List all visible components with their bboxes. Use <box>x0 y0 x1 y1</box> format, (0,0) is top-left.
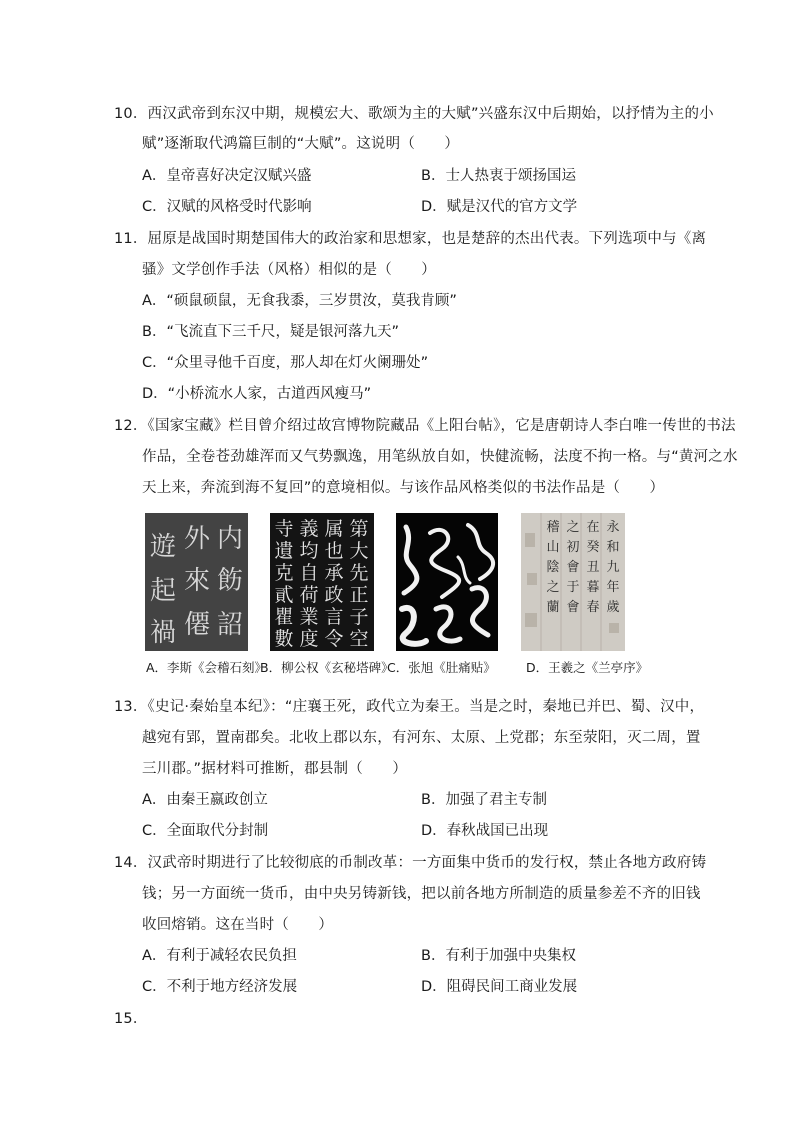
image-d-char: 會 <box>566 600 580 615</box>
q12-stem-line1: 12．《国家宝藏》栏目曾介绍过故宫博物院藏品《上阳台帖》，它是唐朝诗人李白唯一传世的书法 <box>114 418 736 434</box>
image-b-char: 瞿 <box>274 606 294 628</box>
image-b-char: 業 <box>299 606 319 628</box>
image-d-char: 之 <box>566 520 580 535</box>
q12-stem-line2: 作品，全卷苍劲雄浑而又气势飘逸，用笔纵放自如，快健流畅，法度不拘一格。与“黄河之水 <box>142 449 738 465</box>
image-b-char: 承 <box>324 562 344 584</box>
q13-stem-line1: 13．《史记·秦始皇本纪》：“庄襄王死，政代立为秦王。当是之时，秦地已并巴、蜀、汉中， <box>114 699 705 715</box>
calligraphy-image-c <box>396 513 498 651</box>
image-a-char: 詔 <box>216 610 244 640</box>
q13-stem-line3: 三川郡。”据材料可推断，郡县制（ ） <box>142 761 408 777</box>
q15-stem-line1: 15． <box>114 1011 148 1027</box>
q12-caption-d[interactable]: D．王羲之《兰亭序》 <box>526 660 649 675</box>
image-d-char: 蘭 <box>546 600 560 615</box>
q13-option-d[interactable]: D．春秋战国已出现 <box>421 823 549 839</box>
seal-script-rubbing <box>145 513 248 651</box>
image-c-char <box>441 623 452 636</box>
image-b-char: 言 <box>324 606 344 628</box>
image-d-char: 丑 <box>586 560 600 575</box>
image-b-char: 貳 <box>274 584 294 606</box>
q14-stem-line1: 14．汉武帝时期进行了比较彻底的币制改革：一方面集中货币的发行权，禁止各地方政府铸 <box>114 855 707 871</box>
calligraphy-image-a <box>145 513 248 651</box>
q14-option-d[interactable]: D．阻碍民间工商业发展 <box>421 979 578 995</box>
image-a-char: 外 <box>183 524 211 554</box>
image-c-char <box>411 622 423 636</box>
image-d-char: 永 <box>606 520 620 535</box>
q11-option-d[interactable]: D．“小桥流水人家，古道西风瘦马” <box>142 386 372 402</box>
image-a-char: 起 <box>149 576 177 606</box>
q13-stem-line2: 越宛有郢，置南郡矣。北收上郡以东，有河东、太原、上党郡；东至荥阳，灭二周，置 <box>142 730 701 746</box>
image-b-char: 寺 <box>274 518 294 540</box>
image-a-char: 僊 <box>183 610 211 640</box>
image-a-char: 遊 <box>149 532 177 562</box>
image-b-char: 大 <box>349 540 369 562</box>
image-b-char: 克 <box>274 562 294 584</box>
image-d-char: 初 <box>566 540 580 555</box>
image-d-char: 會 <box>566 560 580 575</box>
image-c-char <box>471 522 482 536</box>
image-c-char <box>441 523 452 536</box>
cursive-rubbing <box>396 513 498 651</box>
q14-option-a[interactable]: A．有利于减轻农民负担 <box>142 948 297 964</box>
image-b-char: 數 <box>274 628 294 650</box>
q13-option-a[interactable]: A．由秦王嬴政创立 <box>142 792 268 808</box>
q10-option-c[interactable]: C．汉赋的风格受时代影响 <box>142 199 312 215</box>
q12-caption-b[interactable]: B．柳公权《玄秘塔碑》 <box>260 660 394 675</box>
image-b-char: 義 <box>299 518 319 540</box>
q10-stem-line2: 赋”逐渐取代鸿篇巨制的“大赋”。这说明（ ） <box>142 136 460 152</box>
q10-option-b[interactable]: B．士人热衷于颂扬国运 <box>421 168 576 184</box>
image-b-char: 先 <box>349 562 369 584</box>
q11-option-a[interactable]: A．“硕鼠硕鼠，无食我黍，三岁贯汝，莫我肯顾” <box>142 293 457 309</box>
image-a-char: 禍 <box>149 618 177 648</box>
running-script-scroll <box>521 513 625 651</box>
image-b-char: 子 <box>349 606 369 628</box>
q10-option-a[interactable]: A．皇帝喜好决定汉赋兴盛 <box>142 168 312 184</box>
image-d-char: 山 <box>546 540 560 555</box>
image-b-char: 自 <box>299 562 319 584</box>
image-d-char: 和 <box>606 540 620 555</box>
image-b-char: 均 <box>299 540 319 562</box>
image-b-char: 令 <box>324 628 344 650</box>
calligraphy-image-b <box>270 513 374 651</box>
image-d-char: 九 <box>606 560 620 575</box>
image-d-char: 之 <box>546 580 560 595</box>
image-b-char: 度 <box>299 628 319 650</box>
q10-option-d[interactable]: D．赋是汉代的官方文学 <box>421 199 578 215</box>
image-c-char <box>411 522 423 536</box>
image-d-char: 陰 <box>546 560 560 575</box>
q11-option-b[interactable]: B．“飞流直下三千尺，疑是银河落九天” <box>142 324 399 340</box>
image-a-char: 來 <box>183 566 211 596</box>
calligraphy-image-d <box>521 513 625 651</box>
image-c-char <box>471 622 482 636</box>
stele-rubbing <box>270 513 374 651</box>
q12-caption-c[interactable]: C．张旭《肚痛贴》 <box>387 660 496 675</box>
image-d-char: 稽 <box>546 520 560 535</box>
image-d-char: 于 <box>566 580 580 595</box>
image-b-char: 遺 <box>274 540 294 562</box>
q14-option-c[interactable]: C．不利于地方经济发展 <box>142 979 298 995</box>
image-b-char: 政 <box>324 584 344 606</box>
image-a-char: 飭 <box>216 566 244 596</box>
image-b-char: 第 <box>349 518 369 540</box>
image-d-char: 癸 <box>586 540 600 555</box>
q11-option-c[interactable]: C．“众里寻他千百度，那人却在灯火阑珊处” <box>142 355 429 371</box>
q11-stem-line2: 骚》文学创作手法（风格）相似的是（ ） <box>142 262 436 278</box>
q14-stem-line2: 钱；另一方面统一货币，由中央另铸新钱，把以前各地方所制造的质量参差不齐的旧钱 <box>142 886 701 902</box>
image-b-char: 正 <box>349 584 369 606</box>
image-a-char: 内 <box>216 524 244 554</box>
q12-caption-a[interactable]: A．李斯《会稽石刻》 <box>146 660 268 675</box>
q12-stem-line3: 天上来，奔流到海不复回”的意境相似。与该作品风格类似的书法作品是（ ） <box>142 480 665 496</box>
image-d-char: 在 <box>586 520 600 535</box>
q11-stem-line1: 11．屈原是战国时期楚国伟大的政治家和思想家，也是楚辞的杰出代表。下列选项中与《离 <box>114 231 707 247</box>
image-d-char: 歲 <box>606 600 620 615</box>
q10-stem-line1: 10．西汉武帝到东汉中期，规模宏大、歌颂为主的大赋”兴盛东汉中后期始，以抒情为主的小 <box>114 106 714 122</box>
q14-stem-line3: 收回熔销。这在当时（ ） <box>142 917 334 933</box>
image-b-char: 空 <box>349 628 369 650</box>
q13-option-b[interactable]: B．加强了君主专制 <box>421 792 547 808</box>
image-d-char: 年 <box>606 580 620 595</box>
image-b-char: 荷 <box>299 584 319 606</box>
q13-option-c[interactable]: C．全面取代分封制 <box>142 823 269 839</box>
image-b-char: 属 <box>324 518 344 540</box>
image-d-char: 暮 <box>586 580 600 595</box>
image-d-char: 春 <box>586 600 600 615</box>
q14-option-b[interactable]: B．有利于加强中央集权 <box>421 948 576 964</box>
image-b-char: 也 <box>324 540 344 562</box>
